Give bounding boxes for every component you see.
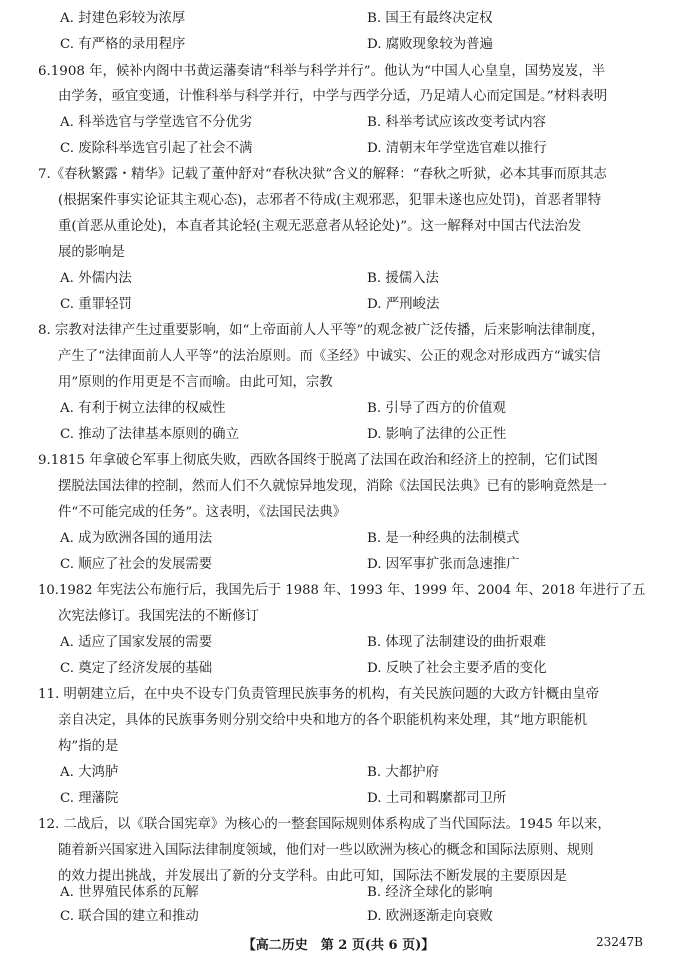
q8-option-d: D. 影响了法律的公正性 [367,427,507,442]
question-11-line-1: 11. 明朝建立后，在中央不设专门负责管理民族事务的机构，有关民族问题的大政方针概由皇帝 [38,687,600,702]
q7-option-d: D. 严刑峻法 [367,297,440,312]
q6-option-c: C. 废除科举选官引起了社会不满 [60,141,253,156]
question-6-line-2: 由学务，亟宜变通，计惟科举与科学并行，中学与西学分适，乃足靖人心而定国是。”材料表明 [58,89,608,104]
q6-option-b: B. 科举考试应该改变考试内容 [367,115,547,130]
q5-option-a: A. 封建色彩较为浓厚 [60,11,186,26]
q8-option-a: A. 有利于树立法律的权威性 [60,401,226,416]
question-7-line-1: 7.《春秋繁露・精华》记载了董仲舒对“春秋决狱”含义的解释：“春秋之听狱，必本其事而原其志 [38,167,607,182]
q8-option-b: B. 引导了西方的价值观 [367,401,506,416]
question-9-line-2: 摆脱法国法律的控制，然而人们不久就惊异地发现，消除《法国民法典》已有的影响竟然是一 [58,479,608,494]
q10-option-b: B. 体现了法制建设的曲折艰难 [367,635,547,650]
q5-option-d: D. 腐败现象较为普遍 [367,37,493,52]
q12-option-a: A. 世界殖民体系的瓦解 [60,885,199,900]
question-7-line-2: (根据案件事实论证其主观心态)，志邪者不待成(主观邪恶，犯罪未遂也应处罚)，首恶者罪特 [58,193,602,208]
q5-option-b: B. 国王有最终决定权 [367,11,493,26]
question-12-line-2: 随着新兴国家进入国际法律制度领域，他们对一些以欧洲为核心的概念和国际法原则、规则 [58,843,594,858]
question-11-line-3: 构”指的是 [58,739,119,754]
exam-code: 23247B [596,935,643,949]
q12-option-c: C. 联合国的建立和推动 [60,909,199,924]
question-7-line-3: 重(首恶从重论处)，本直者其论轻(主观无恶意者从轻论处)”。这一解释对中国古代法治发 [58,219,582,234]
question-9-line-1: 9.1815 年拿破仑军事上彻底失败，西欧各国终于脱离了法国在政治和经济上的控制，它们试图 [38,453,598,468]
q9-option-c: C. 顺应了社会的发展需要 [60,557,213,572]
q7-option-a: A. 外儒内法 [60,271,132,286]
question-12-line-3: 的效力提出挑战，并发展出了新的分支学科。由此可知，国际法不断发展的主要原因是 [58,869,567,884]
q6-option-a: A. 科举选官与学堂选官不分优劣 [60,115,253,130]
question-8-line-1: 8. 宗教对法律产生过重要影响，如“上帝面前人人平等”的观念被广泛传播，后来影响法律制度， [38,323,605,338]
q9-option-a: A. 成为欧洲各国的通用法 [60,531,213,546]
q11-option-d: D. 土司和羁縻都司卫所 [367,791,507,806]
question-9-line-3: 件“不可能完成的任务”。这表明，《法国民法典》 [58,505,347,520]
q11-option-a: A. 大鸿胪 [60,765,119,780]
q12-option-b: B. 经济全球化的影响 [367,885,493,900]
question-8-line-3: 用”原则的作用更是不言而喻。由此可知，宗教 [58,375,333,390]
q10-option-a: A. 适应了国家发展的需要 [60,635,213,650]
q10-option-c: C. 奠定了经济发展的基础 [60,661,213,676]
q12-option-d: D. 欧洲逐渐走向衰败 [367,909,493,924]
q9-option-d: D. 因军事扩张而急速推广 [367,557,520,572]
q11-option-c: C. 理藩院 [60,791,119,806]
q5-option-c: C. 有严格的录用程序 [60,37,186,52]
q11-option-b: B. 大都护府 [367,765,439,780]
q6-option-d: D. 清朝末年学堂选官难以推行 [367,141,547,156]
q10-option-d: D. 反映了社会主要矛盾的变化 [367,661,547,676]
q8-option-c: C. 推动了法律基本原则的确立 [60,427,239,442]
question-8-line-2: 产生了“法律面前人人平等”的法治原则。而《圣经》中诚实、公正的观念对形成西方“诚实信 [58,349,601,364]
question-7-line-4: 展的影响是 [58,245,125,260]
question-10-line-2: 次宪法修订。我国宪法的不断修订 [58,609,259,624]
question-10-line-1: 10.1982 年宪法公布施行后，我国先后于 1988 年、1993 年、1999 年、2004 年、2018 年进行了五 [38,583,646,598]
question-6-line-1: 6.1908 年，候补内阁中书黄运藩奏请“科举与科学并行”。他认为“中国人心皇皇，国势岌岌，半 [38,64,606,79]
question-12-line-1: 12. 二战后，以《联合国宪章》为核心的一整套国际规则体系构成了当代国际法。1945 年以来， [38,817,611,832]
q7-option-c: C. 重罪轻罚 [60,297,132,312]
q9-option-b: B. 是一种经典的法制模式 [367,531,520,546]
question-11-line-2: 亲自决定，具体的民族事务则分别交给中央和地方的各个职能机构来处理，其“地方职能机 [58,713,588,728]
q7-option-b: B. 援儒入法 [367,271,439,286]
page-footer: 【高二历史 第 2 页(共 6 页)】 [242,938,435,953]
